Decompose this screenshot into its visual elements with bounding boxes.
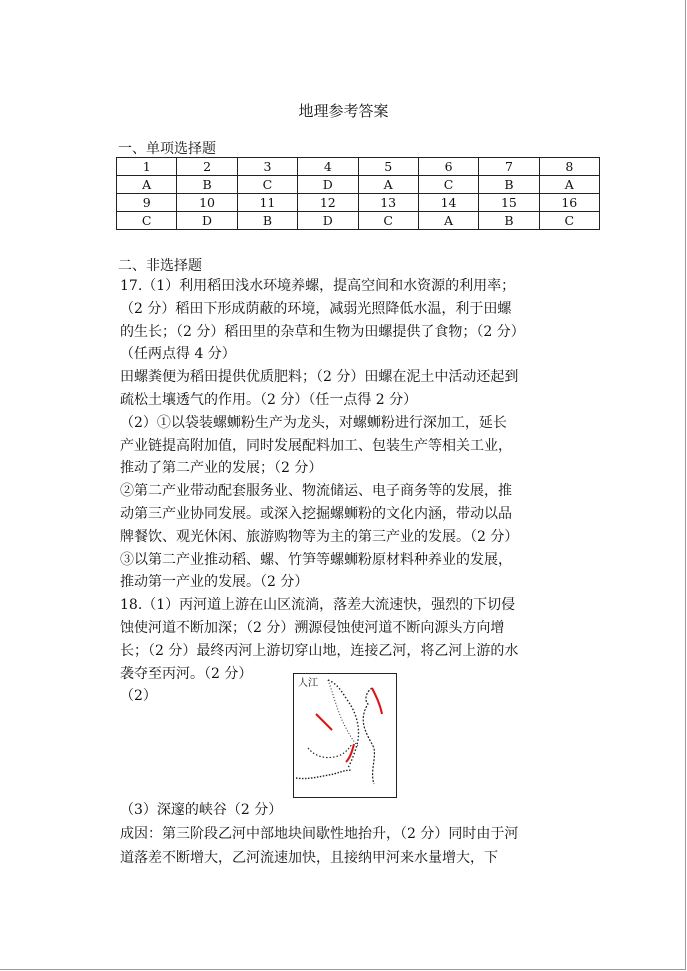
table-cell: 16 (539, 194, 599, 212)
table-row (117, 194, 600, 212)
table-cell: 6 (418, 158, 478, 176)
table-cell: 11 (237, 194, 297, 212)
table-cell: C (237, 176, 297, 194)
answer-line: 推动第一产业的发展。（2 分） (120, 574, 309, 591)
answer-line: 17.（1）利用稻田浅水环境养螺，提高空间和水资源的利用率； (120, 278, 516, 294)
table-cell: 13 (358, 194, 418, 212)
answer-line: 道落差不断增大，乙河流速加快，且接纳甲河来水量增大，下 (120, 850, 498, 866)
answer-line: 田螺粪便为稻田提供优质肥料；（2 分）田螺在泥土中活动还起到 (120, 369, 519, 386)
river-sketch-drawing (294, 674, 396, 797)
answer-line: 蚀使河道不断加深；（2 分）溯源侵蚀使河道不断向源头方向增 (120, 619, 505, 636)
river-course-lower (308, 744, 352, 758)
table-cell: D (177, 212, 237, 230)
answer-line: （2） (120, 688, 157, 705)
table-cell: C (117, 212, 177, 230)
table-row (117, 158, 600, 176)
table-cell: 9 (117, 194, 177, 212)
section-heading-non-choice: 二、非选择题 (118, 258, 202, 274)
answer-line: （2）①以袋装螺蛳粉生产为龙头，对螺蛳粉进行深加工，延长 (120, 414, 507, 431)
mountain-outline (363, 688, 374, 784)
table-cell: B (237, 212, 297, 230)
answer-line: 推动了第二产业的发展；（2 分） (120, 460, 323, 477)
answer-line: 产业链提高附加值，同时发展配料加工、包装生产等相关工业， (120, 437, 512, 454)
table-cell: 14 (418, 194, 478, 212)
answer-line: ③以第二产业推动稻、螺、竹笋等螺蛳粉原材料种养业的发展， (120, 551, 512, 568)
answer-line: （任两点得 4 分） (120, 346, 236, 363)
table-cell: 12 (298, 194, 358, 212)
answer-body (120, 275, 578, 708)
table-cell: B (177, 176, 237, 194)
table-cell: D (298, 212, 358, 230)
table-cell: 8 (539, 158, 599, 176)
answer-line: 动第三产业协同发展。或深入挖掘螺蛳粉的文化内涵，带动以品 (120, 505, 512, 522)
table-cell: B (479, 212, 539, 230)
table-cell: A (418, 212, 478, 230)
answer-line: 长；（2 分）最终丙河上游切穿山地，连接乙河，将乙河上游的水 (120, 642, 519, 659)
answer-line: ②第二产业带动配套服务业、物流储运、电子商务等的发展，推 (120, 483, 512, 500)
river-sketch-figure (293, 673, 397, 798)
answer-line: （2 分）稻田下形成荫蔽的环境，减弱光照降低水温，利于田螺 (120, 300, 512, 317)
table-cell: B (479, 176, 539, 194)
ground-line (296, 770, 352, 779)
red-mark-left (316, 714, 332, 730)
answer-table (116, 157, 600, 230)
table-cell: 1 (117, 158, 177, 176)
answer-line: 成因：第三阶段乙河中部地块间歇性地抬升，（2 分）同时由于河 (120, 826, 519, 842)
table-cell: 10 (177, 194, 237, 212)
table-row (117, 212, 600, 230)
answer-line: （3）深邃的峡谷（2 分） (120, 802, 283, 818)
river-course-upper (328, 680, 359, 768)
red-mark-top-right (372, 688, 382, 714)
page-title: 地理参考答案 (298, 102, 389, 120)
table-cell: C (418, 176, 478, 194)
figure-label: 人江 (298, 678, 318, 689)
table-cell: 3 (237, 158, 297, 176)
section-heading-single-choice: 一、单项选择题 (118, 141, 216, 157)
table-cell: 15 (479, 194, 539, 212)
table-row (117, 176, 600, 194)
table-cell: C (358, 212, 418, 230)
answer-line: 牌餐饮、观光休闲、旅游购物等为主的第三产业的发展。（2 分） (120, 528, 519, 545)
table-cell: C (539, 212, 599, 230)
table-cell: A (539, 176, 599, 194)
answer-body-continued (120, 798, 578, 870)
table-cell: 2 (177, 158, 237, 176)
table-cell: 7 (479, 158, 539, 176)
answer-line: 疏松土壤透气的作用。（2 分）（任一点得 2 分） (120, 391, 418, 408)
table-cell: D (298, 176, 358, 194)
river-bank-line (328, 680, 358, 746)
answer-line: 的生长；（2 分）稻田里的杂草和生物为田螺提供了食物；（2 分） (120, 323, 525, 340)
table-cell: 4 (298, 158, 358, 176)
table-cell: A (117, 176, 177, 194)
table-cell: 5 (358, 158, 418, 176)
answer-line: 18.（1）丙河道上游在山区流淌，落差大流速快，强烈的下切侵 (120, 597, 516, 614)
table-cell: A (358, 176, 418, 194)
answer-line: 袭夺至丙河。（2 分） (120, 665, 253, 682)
red-mark-bottom (346, 744, 354, 762)
